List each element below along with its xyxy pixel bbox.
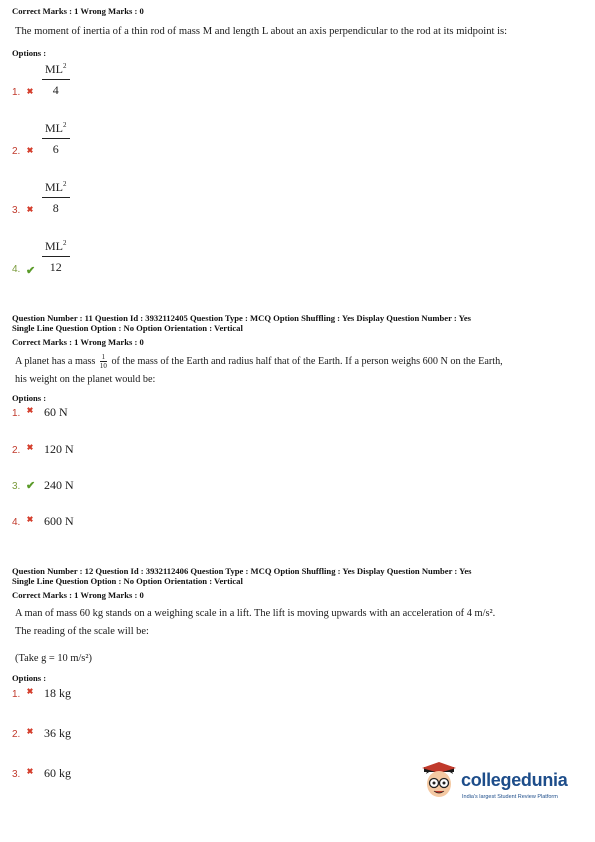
fraction-numerator	[42, 180, 70, 198]
wrong-cross-icon: ✖	[26, 767, 34, 776]
wrong-cross-icon: ✖	[26, 443, 34, 452]
q11-option-4[interactable]	[12, 514, 132, 532]
option-number: 3.	[12, 205, 21, 216]
option-text: 18 kg	[44, 686, 71, 700]
q12-header-line2: Single Line Question Option : No Option Orientation : Vertical	[12, 576, 243, 586]
q10-marks: Correct Marks : 1 Wrong Marks : 0	[12, 6, 144, 16]
q11-marks: Correct Marks : 1 Wrong Marks : 0	[12, 337, 144, 347]
q12-question-line1: A man of mass 60 kg stands on a weighing scale in a lift. The lift is moving upwards with an acceleration of 4 m/s².	[15, 608, 496, 619]
wrong-cross-icon: ✖	[26, 146, 34, 155]
option-text: 60 N	[44, 405, 68, 419]
numerator-text: ML	[45, 180, 63, 194]
q11-options-label: Options :	[12, 393, 47, 403]
option-number: 2.	[12, 146, 21, 157]
q11-option-2[interactable]	[12, 442, 132, 460]
option-number: 3.	[12, 481, 21, 492]
q12-option-1[interactable]	[12, 686, 132, 704]
q11-header-line1: Question Number : 11 Question Id : 3932112405 Question Type : MCQ Option Shuffling : Yes Display Question Number : Yes	[12, 313, 472, 323]
q12-question-line2: The reading of the scale will be:	[15, 626, 149, 637]
numerator-text: ML	[45, 239, 63, 253]
q11-option-3[interactable]	[12, 478, 132, 496]
q12-option-3[interactable]	[12, 766, 132, 784]
numerator-text: ML	[45, 62, 63, 76]
q11-question-line1	[15, 353, 503, 370]
q11-question-part1: A planet has a mass	[15, 355, 96, 367]
fraction-numerator	[42, 62, 70, 80]
wrong-cross-icon: ✖	[26, 727, 34, 736]
correct-check-icon: ✔	[26, 480, 36, 492]
numerator-exponent: 2	[63, 62, 67, 70]
q10-question: The moment of inertia of a thin rod of mass M and length L about an axis perpendicular to the rod at its midpoint is:	[15, 26, 508, 37]
q12-note: (Take g = 10 m/s²)	[15, 653, 92, 664]
option-number: 4.	[12, 517, 21, 528]
option-number: 2.	[12, 729, 21, 740]
q11-question-part2: of the mass of the Earth and radius half that of the Earth. If a person weighs 600 N on the Earth,	[111, 355, 503, 367]
wrong-cross-icon: ✖	[26, 687, 34, 696]
q12-header-line1: Question Number : 12 Question Id : 3932112406 Question Type : MCQ Option Shuffling : Yes Display Question Number : Yes	[12, 566, 472, 576]
fraction-denominator: 4	[52, 83, 59, 97]
q12-marks: Correct Marks : 1 Wrong Marks : 0	[12, 590, 144, 600]
option-text: 60 kg	[44, 766, 71, 780]
numerator-exponent: 2	[63, 180, 67, 188]
option-number: 1.	[12, 689, 21, 700]
option-fraction	[42, 121, 70, 157]
option-fraction	[42, 62, 70, 98]
wrong-cross-icon: ✖	[26, 205, 34, 214]
numerator-text: ML	[45, 121, 63, 135]
q12-option-2[interactable]	[12, 726, 132, 744]
option-number: 2.	[12, 445, 21, 456]
numerator-exponent: 2	[63, 239, 67, 247]
q11-fraction-num: 1	[101, 353, 106, 361]
fraction-numerator	[42, 239, 70, 257]
option-number: 1.	[12, 408, 21, 419]
option-number: 1.	[12, 87, 21, 98]
q11-option-1[interactable]	[12, 405, 132, 423]
option-number: 4.	[12, 264, 21, 275]
option-text: 36 kg	[44, 726, 71, 740]
option-text: 120 N	[44, 442, 74, 456]
wrong-cross-icon: ✖	[26, 406, 34, 415]
q12-options-label: Options :	[12, 673, 47, 683]
q11-fraction	[100, 353, 107, 370]
option-text: 600 N	[44, 514, 74, 528]
fraction-numerator	[42, 121, 70, 139]
correct-check-icon: ✔	[26, 265, 36, 277]
fraction-denominator: 8	[52, 201, 59, 215]
q11-fraction-den: 10	[99, 362, 107, 370]
option-fraction	[42, 180, 70, 216]
q11-header-line2: Single Line Question Option : No Option Orientation : Vertical	[12, 323, 243, 333]
option-fraction	[42, 239, 70, 275]
fraction-denominator: 6	[52, 142, 59, 156]
q10-options-label: Options :	[12, 48, 47, 58]
option-text: 240 N	[44, 478, 74, 492]
wrong-cross-icon: ✖	[26, 515, 34, 524]
numerator-exponent: 2	[63, 121, 67, 129]
q11-question-line2: his weight on the planet would be:	[15, 374, 156, 385]
collegedunia-mascot-icon	[420, 762, 458, 802]
wrong-cross-icon: ✖	[26, 87, 34, 96]
logo-tagline: India's largest Student Review Platform	[462, 794, 558, 800]
fraction-denominator: 12	[49, 260, 62, 274]
logo-wordmark: collegedunia	[461, 770, 568, 790]
option-number: 3.	[12, 769, 21, 780]
